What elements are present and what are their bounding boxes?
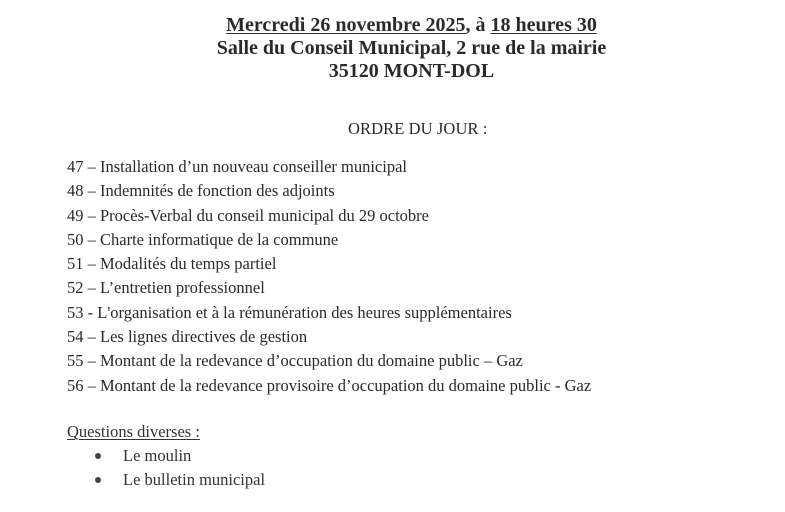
agenda-item: 55 – Montant de la redevance d’occupation du domaine public – Gaz	[67, 351, 523, 371]
agenda-item: 50 – Charte informatique de la commune	[67, 229, 339, 249]
agenda-item: 51 – Modalités du temps partiel	[67, 254, 277, 274]
agenda-item: 48 – Indemnités de fonction des adjoints	[67, 181, 335, 201]
agenda-item: 53 - L'organisation et à la rémunération des heures supplémentaires	[67, 302, 512, 322]
agenda-item: 49 – Procès-Verbal du conseil municipal du 29 octobre	[67, 205, 429, 225]
meeting-date: Mercredi 26 novembre 2025	[226, 14, 466, 36]
bullet-icon	[95, 453, 101, 459]
agenda-item: 52 – L’entretien professionnel	[67, 278, 265, 298]
question-text: Le bulletin municipal	[123, 470, 266, 489]
meeting-datetime	[0, 14, 785, 37]
questions-heading: Questions diverses :	[67, 422, 200, 441]
agenda-list	[67, 155, 591, 398]
agenda-title: ORDRE DU JOUR :	[348, 119, 488, 138]
question-text: Le moulin	[123, 446, 192, 465]
bullet-icon	[95, 477, 101, 483]
question-item	[95, 444, 265, 468]
meeting-venue: Salle du Conseil Municipal, 2 rue de la mairie	[216, 37, 607, 59]
datetime-separator: , à	[465, 14, 491, 36]
agenda-item: 56 – Montant de la redevance provisoire d’occupation du domaine public - Gaz	[67, 375, 592, 395]
questions-list	[95, 444, 265, 492]
question-item	[95, 468, 265, 492]
agenda-item: 47 – Installation d’un nouveau conseiller municipal	[67, 157, 407, 176]
agenda-item: 54 – Les lignes directives de gestion	[67, 327, 308, 347]
meeting-time: 18 heures 30	[490, 14, 597, 36]
meeting-header	[0, 14, 785, 83]
meeting-city: 35120 MONT-DOL	[328, 60, 495, 82]
